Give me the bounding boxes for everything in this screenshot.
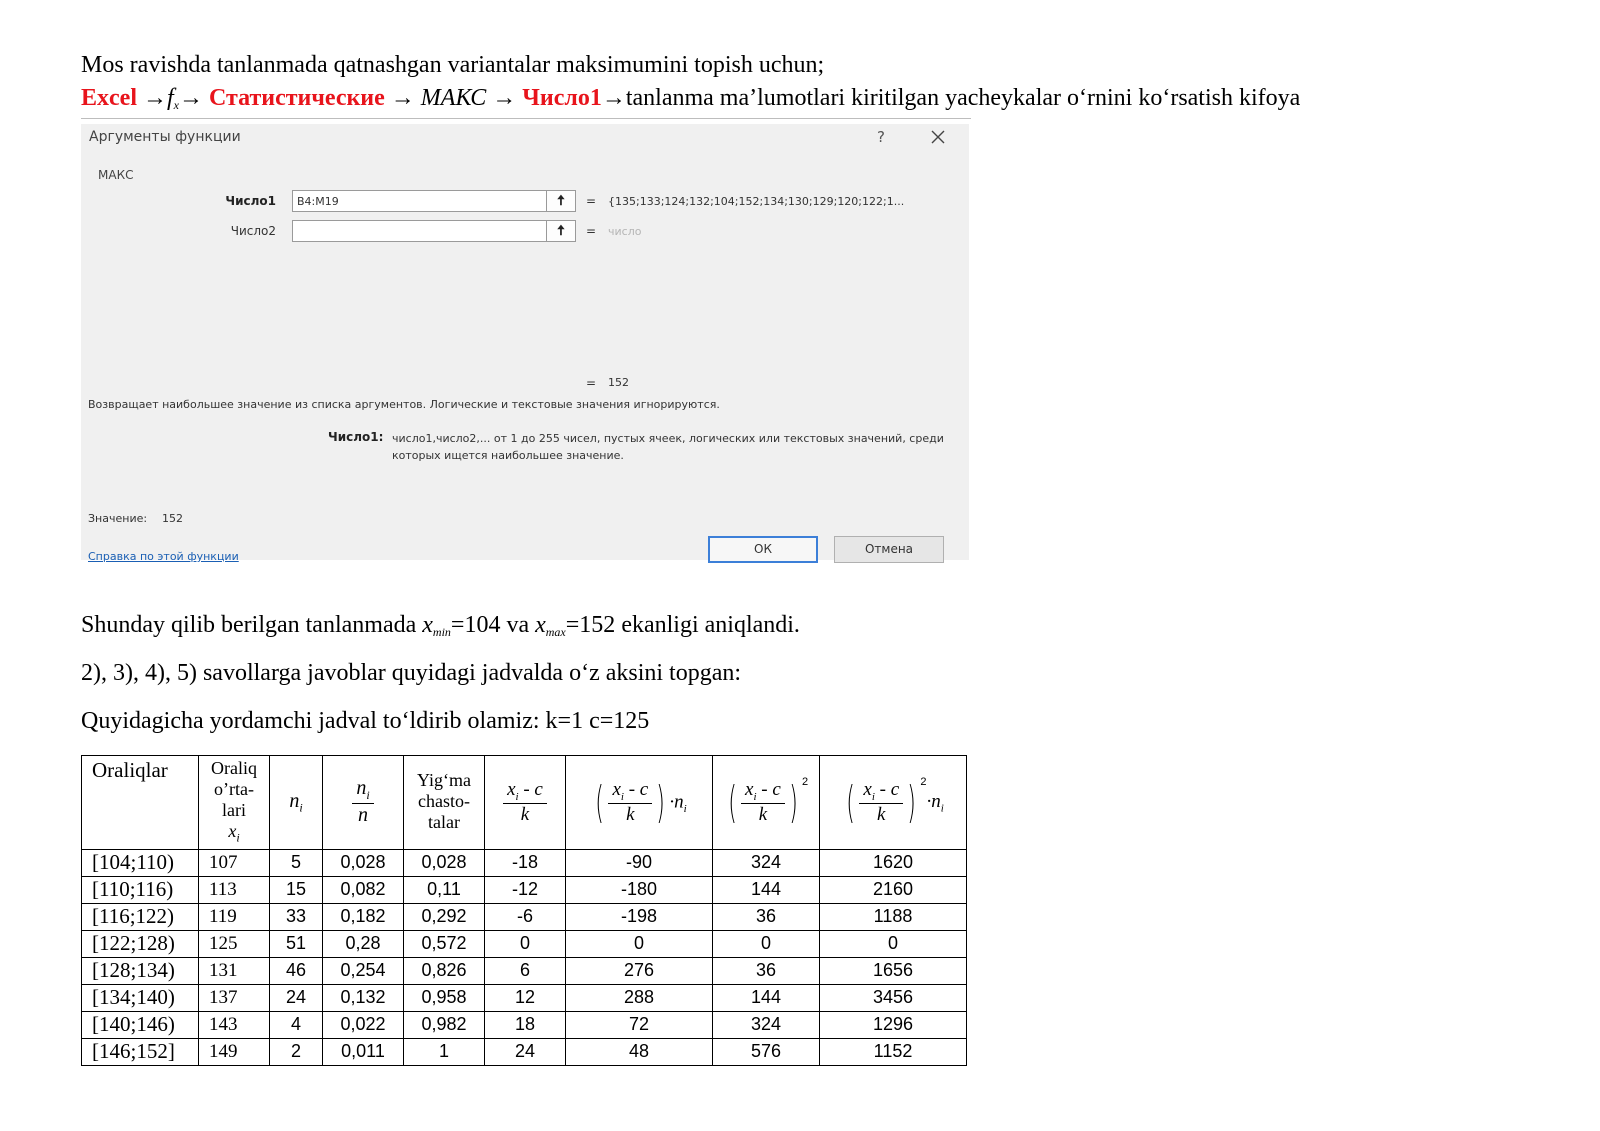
cell-midpoint: 149 — [199, 1038, 270, 1065]
cell-relative-freq: 0,082 — [323, 876, 404, 903]
cell-cumulative: 0,028 — [404, 849, 485, 876]
auxiliary-table — [81, 755, 967, 1066]
cell-u-squared: 324 — [713, 849, 820, 876]
answers-paragraph: 2), 3), 4), 5) savollarga javoblar quyidagi jadvalda o‘z aksini topgan: — [81, 660, 742, 686]
ok-button[interactable]: ОК — [708, 536, 818, 563]
cell-cumulative: 0,292 — [404, 903, 485, 930]
cell-relative-freq: 0,011 — [323, 1038, 404, 1065]
arg2-result: число — [608, 225, 642, 238]
cell-cumulative: 0,572 — [404, 930, 485, 957]
cell-ni: 24 — [270, 984, 323, 1011]
cell-relative-freq: 0,028 — [323, 849, 404, 876]
cell-u-squared-ni: 3456 — [820, 984, 967, 1011]
header-u: $\frac{x_i - c}{k}$ — [485, 756, 566, 850]
arg-description: число1,число2,... от 1 до 255 чисел, пустых ячеек, логических или текстовых значений, среди которых ищется наибольшее значение. — [392, 432, 944, 462]
excel-path-line — [81, 85, 1300, 113]
cell-u-ni: 72 — [566, 1011, 713, 1038]
cell-u-ni: 288 — [566, 984, 713, 1011]
cell-cumulative: 0,958 — [404, 984, 485, 1011]
cell-interval: [128;134) — [82, 957, 199, 984]
dialog-body — [84, 154, 966, 563]
minmax-paragraph: Shunday qilib berilgan tanlanmada $x_{min}=104$ va $x_{max}=152$ ekanligi aniqlandi. — [81, 612, 800, 639]
header-u-squared-ni: ( $\frac{x_i - c}{k}$ ) $^2\cdot n_i$ — [820, 756, 967, 850]
cell-u-squared: 36 — [713, 903, 820, 930]
path-excel: Excel — [81, 85, 137, 111]
cell-u: 6 — [485, 957, 566, 984]
cell-u: 12 — [485, 984, 566, 1011]
arg1-result: {135;133;124;132;104;152;134;130;129;120;122;1... — [608, 195, 905, 208]
cell-cumulative: 0,826 — [404, 957, 485, 984]
cell-relative-freq: 0,254 — [323, 957, 404, 984]
cell-u-squared-ni: 1152 — [820, 1038, 967, 1065]
arg1-input[interactable]: B4:M19 — [292, 190, 548, 212]
table-row — [82, 876, 967, 903]
cell-u: -18 — [485, 849, 566, 876]
cell-relative-freq: 0,022 — [323, 1011, 404, 1038]
cell-u: -6 — [485, 903, 566, 930]
cell-midpoint: 107 — [199, 849, 270, 876]
upload-arrow-icon: 🠅 — [557, 193, 565, 209]
cell-relative-freq: 0,132 — [323, 984, 404, 1011]
cell-ni: 2 — [270, 1038, 323, 1065]
cell-ni: 5 — [270, 849, 323, 876]
cell-cumulative: 0,982 — [404, 1011, 485, 1038]
arg2-input[interactable] — [292, 220, 548, 242]
cell-ni: 46 — [270, 957, 323, 984]
cell-u-ni: -180 — [566, 876, 713, 903]
result-equals: = — [586, 376, 597, 390]
cell-midpoint: 137 — [199, 984, 270, 1011]
cell-interval: [122;128) — [82, 930, 199, 957]
table-intro-paragraph: Quyidagicha yordamchi jadval to‘ldirib olamiz: k=1 c=125 — [81, 708, 650, 734]
cell-midpoint: 143 — [199, 1011, 270, 1038]
cell-interval: [146;152] — [82, 1038, 199, 1065]
cell-u-squared-ni: 1296 — [820, 1011, 967, 1038]
arg1-label: Число1 — [225, 194, 276, 208]
cell-relative-freq: 0,182 — [323, 903, 404, 930]
dialog-title: Аргументы функции — [89, 129, 241, 145]
cell-u-squared: 144 — [713, 984, 820, 1011]
cell-midpoint: 119 — [199, 903, 270, 930]
table-row — [82, 984, 967, 1011]
cell-u-ni: 0 — [566, 930, 713, 957]
cell-midpoint: 125 — [199, 930, 270, 957]
arg-description-label: Число1: — [328, 430, 384, 444]
table-row — [82, 957, 967, 984]
cell-u-squared: 576 — [713, 1038, 820, 1065]
header-u-ni: ( $\frac{x_i - c}{k}$ ) $\cdot n_i$ — [566, 756, 713, 850]
help-icon[interactable]: ? — [877, 128, 885, 146]
function-description: Возвращает наибольшее значение из списка аргументов. Логические и текстовые значения игнорируются. — [88, 398, 720, 411]
cell-ni: 4 — [270, 1011, 323, 1038]
value-result: 152 — [162, 512, 183, 525]
cell-interval: [140;146) — [82, 1011, 199, 1038]
cell-interval: [116;122) — [82, 903, 199, 930]
cell-u-squared-ni: 1620 — [820, 849, 967, 876]
cell-u: -12 — [485, 876, 566, 903]
cell-u-ni: 48 — [566, 1038, 713, 1065]
cell-interval: [104;110) — [82, 849, 199, 876]
close-icon[interactable] — [927, 126, 949, 148]
cell-u: 24 — [485, 1038, 566, 1065]
cell-midpoint: 131 — [199, 957, 270, 984]
cell-interval: [110;116) — [82, 876, 199, 903]
arg1-equals: = — [586, 194, 597, 208]
help-link[interactable]: Справка по этой функции — [88, 550, 239, 563]
cell-u-squared-ni: 2160 — [820, 876, 967, 903]
cell-cumulative: 1 — [404, 1038, 485, 1065]
header-cumulative: Yig‘ma chasto- talar — [404, 756, 485, 850]
intro-line: Mos ravishda tanlanmada qatnashgan variantalar maksimumini topish uchun; — [81, 52, 825, 78]
cell-u-squared: 144 — [713, 876, 820, 903]
cell-cumulative: 0,11 — [404, 876, 485, 903]
header-intervals: Oraliqlar — [82, 756, 199, 850]
header-relative-freq: $\frac{n_i}{n}$ — [323, 756, 404, 850]
cell-u-squared: 324 — [713, 1011, 820, 1038]
cell-u-squared: 36 — [713, 957, 820, 984]
header-ni: $n_i$ — [270, 756, 323, 850]
path-tail: tanlanma ma’lumotlari kiritilgan yacheykalar o‘rnini ko‘rsatish kifoya — [625, 85, 1301, 111]
path-arrow: → — [178, 85, 203, 111]
function-name: МАКС — [98, 168, 134, 182]
cell-u-ni: -198 — [566, 903, 713, 930]
path-arrow: → — [142, 85, 167, 111]
arg2-equals: = — [586, 224, 597, 238]
cell-interval: [134;140) — [82, 984, 199, 1011]
path-arrow: → — [390, 85, 415, 111]
table-row — [82, 849, 967, 876]
cell-u-ni: -90 — [566, 849, 713, 876]
cell-ni: 51 — [270, 930, 323, 957]
fx-symbol: $f_x$ — [166, 85, 179, 112]
header-midpoints: Oraliq o’rta- lari $x_i$ — [199, 756, 270, 850]
path-arrow: → — [492, 85, 517, 111]
cell-midpoint: 113 — [199, 876, 270, 903]
path-chislo: Число1 — [522, 85, 602, 111]
header-u-squared: ( $\frac{x_i - c}{k}$ ) $^2$ — [713, 756, 820, 850]
arg2-collapse-button[interactable] — [546, 220, 576, 242]
function-arguments-dialog — [81, 124, 969, 563]
cell-relative-freq: 0,28 — [323, 930, 404, 957]
divider — [81, 118, 971, 119]
arg2-label: Число2 — [230, 224, 276, 238]
table-row — [82, 1038, 967, 1065]
cell-ni: 33 — [270, 903, 323, 930]
cell-u-squared-ni: 1656 — [820, 957, 967, 984]
value-label: Значение: — [88, 512, 148, 525]
cell-ni: 15 — [270, 876, 323, 903]
cell-u-squared: 0 — [713, 930, 820, 957]
table-row — [82, 903, 967, 930]
path-statistical: Статистические — [208, 85, 385, 111]
table-row — [82, 930, 967, 957]
result-value: 152 — [608, 376, 629, 389]
upload-arrow-icon: 🠅 — [557, 223, 565, 239]
path-maks: МАКС — [420, 85, 487, 111]
cancel-button[interactable]: Отмена — [834, 536, 944, 563]
cell-u-squared-ni: 0 — [820, 930, 967, 957]
cell-u-ni: 276 — [566, 957, 713, 984]
path-arrow: → — [601, 85, 626, 111]
arg1-collapse-button[interactable] — [546, 190, 576, 212]
table-row — [82, 1011, 967, 1038]
cell-u: 18 — [485, 1011, 566, 1038]
table-header-row — [82, 756, 967, 850]
cell-u-squared-ni: 1188 — [820, 903, 967, 930]
cell-u: 0 — [485, 930, 566, 957]
